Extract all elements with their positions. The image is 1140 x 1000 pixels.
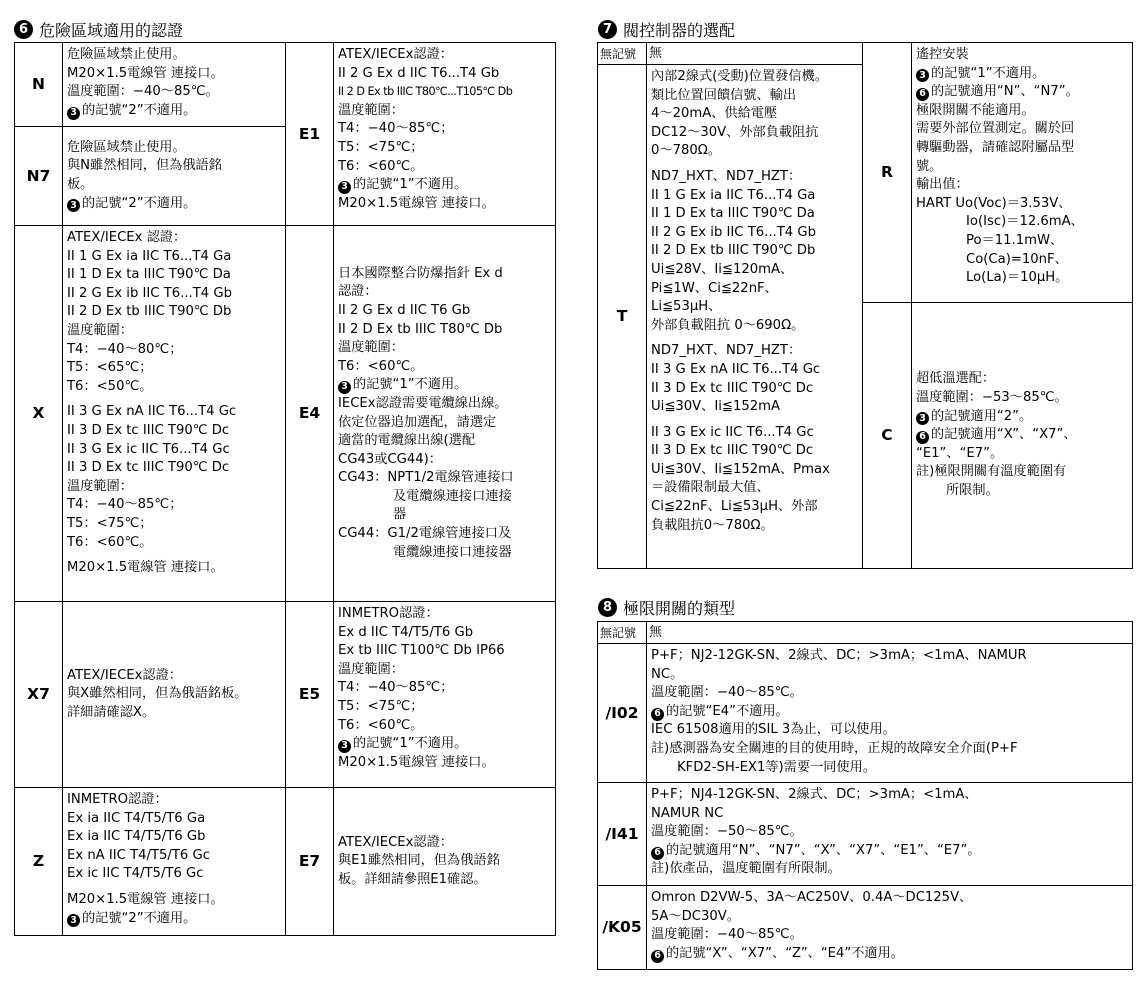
circled-3-icon: 3 [338,181,351,194]
section-number-badge: 6 [14,20,33,39]
option-code-C: C [863,303,912,569]
no-mark-value: 無 [647,43,863,65]
option-desc-N: 危險區域禁止使用。 M20×1.5電線管 連接口。 溫度範圍：−40〜85℃。 3 的記號“2”不適用。 [63,43,286,127]
section-title: 危險區域適用的認證 [39,21,184,40]
option-code-I02: /I02 [598,644,647,783]
circled-6-icon: 6 [651,950,664,963]
option-code-N7: N7 [15,127,63,226]
circled-3-icon: 3 [338,381,351,394]
option-code-I41: /I41 [598,783,647,886]
option-code-X7: X7 [15,602,63,788]
option-desc-I41: P+F；NJ4-12GK-SN、2線式、DC；>3mA；<1mA、 NAMUR NC 溫度範圍：−50〜85℃。 6 的記號適用“N”、“N7”、“X”、“X7”、“E1”、“E7”。 註)依產品，溫度範圍有所限制。 [647,783,1133,886]
section-number-badge: 8 [598,598,617,617]
hazardous-area-table [14,42,556,936]
circled-6-icon: 6 [651,847,664,860]
option-desc-R: 遙控安裝 3 的記號“1”不適用。 6 的記號適用“N”、“N7”。 極限開關不能適用。 需要外部位置測定。關於回 轉驅動器，請確認附屬品型 號。 輸出值： HART Uo(Voc)＝3.53V、 Io(Isc)＝12.6mA、 Po＝11.1mW、 Co(Ca)=10nF、 Lo(La)＝10μH。 [912,43,1133,303]
option-desc-K05: Omron D2VW-5、3A〜AC250V、0.4A〜DC125V、 5A〜DC30V。 溫度範圍：−40〜85℃。 6 的記號“X”、“X7”、“Z”、“E4”不適用。 [647,886,1133,970]
no-mark-tag: 無記號 [598,43,647,65]
option-code-E4: E4 [286,226,334,602]
no-mark-tag: 無記號 [598,622,647,644]
section-8-header [598,596,735,619]
option-code-T: T [598,65,647,569]
option-code-Z: Z [15,788,63,936]
section-7-header [598,18,735,41]
option-code-N: N [15,43,63,127]
section-title: 閥控制器的選配 [623,21,736,40]
section-number-badge: 7 [598,20,617,39]
option-code-E1: E1 [286,43,334,226]
option-desc-I02: P+F；NJ2-12GK-SN、2線式、DC；>3mA；<1mA、NAMUR NC。 溫度範圍：−40〜85℃。 6 的記號“E4”不適用。 IEC 61508適用的SIL 3為止，可以使用。 註)感測器為安全關連的目的使用時，正規的故障安全介面(P+F KFD2-SH-EX1等)需要一同使用。 [647,644,1133,783]
option-desc-E7: ATEX/IECEx認證： 與E1雖然相同，但為俄語銘 板。詳細請參照E1確認。 [334,788,556,936]
option-desc-X: ATEX/IECEx 認證： II 1 G Ex ia IIC T6...T4 Ga II 1 D Ex ta IIIC T90℃ Da II 2 G Ex ib IIC T6...T4 Gb II 2 D Ex tb IIIC T90℃ Db 溫度範圍： T4：−40〜80℃； T5：<65℃； T6：<50℃。 II 3 G Ex nA IIC T6...T4 Gc II 3 D Ex tc IIIC T90℃ Dc II 3 G Ex ic IIC T6...T4 Gc II 3 D Ex tc IIIC T90℃ Dc 溫度範圍： T4：−40〜85℃； T5：<75℃； T6：<60℃。 M20×1.5電線管 連接口。 [63,226,286,602]
option-code-E5: E5 [286,602,334,788]
option-desc-C: 超低溫選配： 溫度範圍：−53〜85℃。 3 的記號適用“2”。 6 的記號適用“X”、“X7”、 “E1”、“E7”。 註)極限開關有溫度範圍有 所限制。 [912,303,1133,569]
valve-controller-table [597,42,1133,569]
circled-6-icon: 6 [916,431,929,444]
circled-3-icon: 3 [67,107,80,120]
no-mark-value: 無 [647,622,1133,644]
option-code-E7: E7 [286,788,334,936]
option-desc-X7: ATEX/IECEx認證： 與X雖然相同，但為俄語銘板。 詳細請確認X。 [63,602,286,788]
option-desc-E5: INMETRO認證： Ex d IIC T4/T5/T6 Gb Ex tb IIIC T100℃ Db IP66 溫度範圍： T4：−40〜85℃； T5：<75℃； T6：<60℃。 3 的記號“1”不適用。 M20×1.5電線管 連接口。 [334,602,556,788]
circled-6-icon: 6 [916,88,929,101]
option-desc-T: 內部2線式(受動)位置發信機。 類比位置回饋信號、輸出 4〜20mA、供給電壓 DC12〜30V、外部負載阻抗 0〜780Ω。 ND7_HXT、ND7_HZT： II 1 G Ex ia IIC T6...T4 Ga II 1 D Ex ta IIIC T90℃ Da II 2 G Ex ib IIC T6...T4 Gb II 2 D Ex tb IIIC T90℃ Db Ui≦28V、Ii≦120mA、 Pi≦1W、Ci≦22nF、 Li≦53μH、 外部負載阻抗 0〜690Ω。 ND7_HXT、ND7_HZT： II 3 G Ex nA IIC T6...T4 Gc II 3 D Ex tc IIIC T90℃ Dc Ui≦30V、Ii≦152mA II 3 G Ex ic IIC T6...T4 Gc II 3 D Ex tc IIIC T90℃ Dc Ui≦30V、Ii≦152mA、Pmax ＝設備限制最大值、 Ci≦22nF、Li≦53μH、外部 負載阻抗0〜780Ω。 [647,65,863,569]
section-6-header [14,18,183,41]
option-desc-E1: ATEX/IECEx認證： II 2 G Ex d IIC T6...T4 Gb II 2 D Ex tb IIIC T80℃...T105℃ Db 溫度範圍： T4：−40〜85℃； T5：<75℃； T6：<60℃。 3 的記號“1”不適用。 M20×1.5電線管 連接口。 [334,43,556,226]
circled-3-icon: 3 [916,69,929,82]
circled-3-icon: 3 [67,914,80,927]
circled-3-icon: 3 [67,199,80,212]
circled-6-icon: 6 [651,708,664,721]
circled-3-icon: 3 [916,412,929,425]
circled-3-icon: 3 [338,740,351,753]
option-desc-N7: 危險區域禁止使用。 與N雖然相同，但為俄語銘 板。 3 的記號“2”不適用。 [63,127,286,226]
option-desc-Z: INMETRO認證： Ex ia IIC T4/T5/T6 Ga Ex ia IIC T4/T5/T6 Gb Ex nA IIC T4/T5/T6 Gc Ex ic IIC T4/T5/T6 Gc M20×1.5電線管 連接口。 3 的記號“2”不適用。 [63,788,286,936]
option-code-K05: /K05 [598,886,647,970]
limit-switch-table [597,621,1133,970]
section-title: 極限開關的類型 [623,599,736,618]
option-desc-E4: 日本國際整合防爆指針 Ex d 認證： II 2 G Ex d IIC T6 Gb II 2 D Ex tb IIIC T80℃ Db 溫度範圍： T6：<60℃。 3 的記號“1”不適用。 IECEx認證需要電纜線出線。 依定位器追加選配，請選定 適當的電纜線出線(選配 CG43或CG44)： CG43：NPT1/2電線管連接口 及電纜線連接口連接 器 CG44：G1/2電線管連接口及 電纜線連接口連接器 [334,226,556,602]
option-code-R: R [863,43,912,303]
option-code-X: X [15,226,63,602]
